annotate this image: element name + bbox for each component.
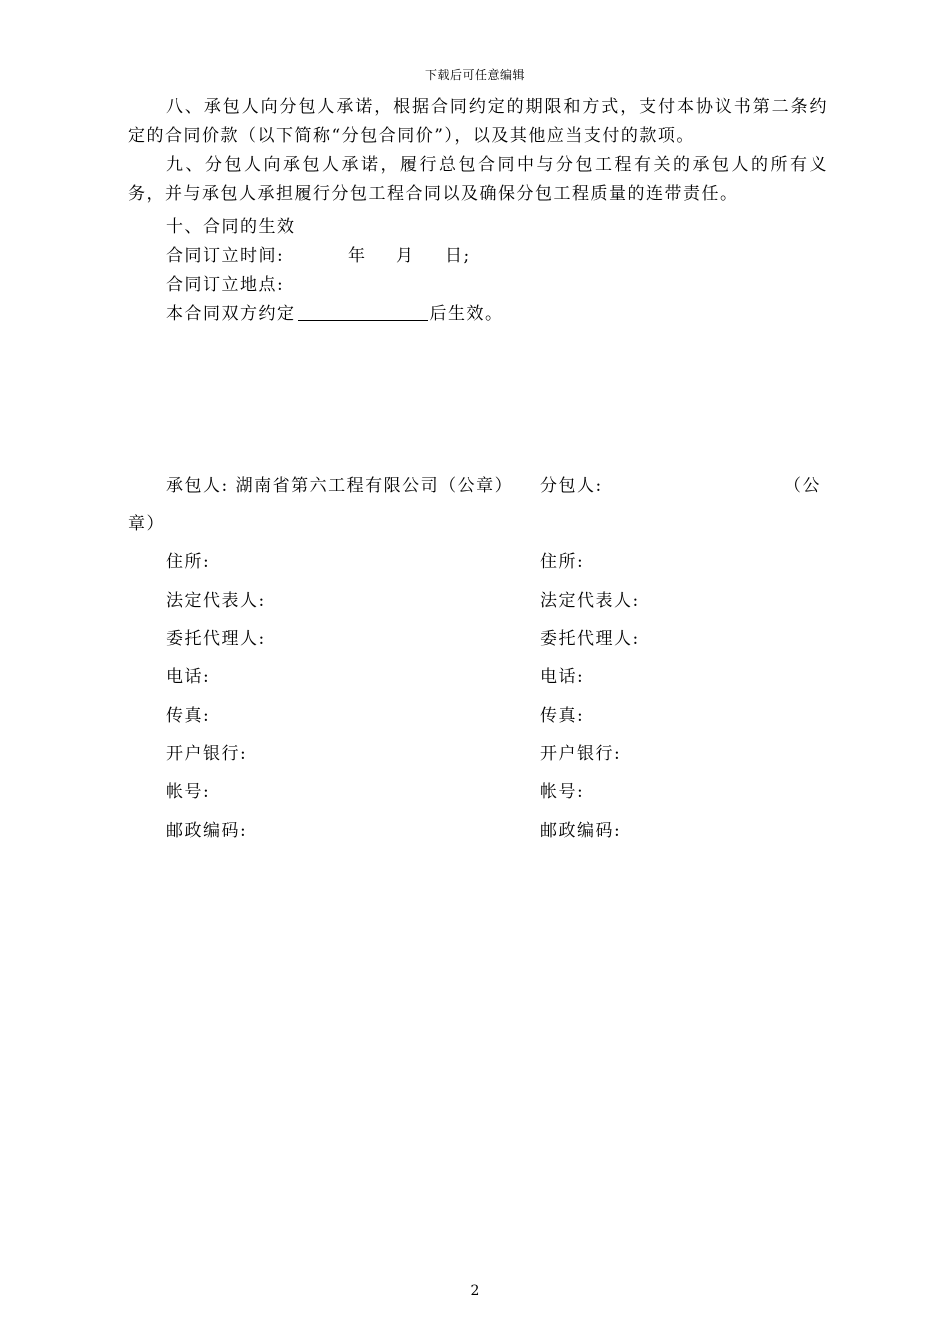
subcontractor-agent-label: 委托代理人: xyxy=(540,629,640,649)
effect-suffix: 后生效。 xyxy=(429,304,504,324)
subcontractor-phone-label: 电话: xyxy=(540,667,585,687)
day-label: 日; xyxy=(445,246,471,266)
clause-ten-title: 十、合同的生效 xyxy=(166,217,296,237)
subcontractor-label: 分包人: xyxy=(540,476,603,496)
subcontractor-postcode-label: 邮政编码: xyxy=(540,821,622,841)
contractor-phone-label: 电话: xyxy=(166,667,211,687)
effect-blank-line xyxy=(298,304,428,321)
sign-place-label: 合同订立地点: xyxy=(166,275,285,295)
clause-nine: 九、分包人向承包人承诺，履行总包合同中与分包工程有关的承包人的所有义务，并与承包人承担履行分包工程合同以及确保分包工程质量的连带责任。 xyxy=(128,155,828,204)
month-label: 月 xyxy=(396,246,415,266)
contractor-address-label: 住所: xyxy=(166,552,211,572)
contractor-postcode-label: 邮政编码: xyxy=(166,821,248,841)
year-label: 年 xyxy=(348,246,367,266)
contractor-row xyxy=(166,471,513,496)
subcontractor-fax-label: 传真: xyxy=(540,706,585,726)
subcontractor-legal-rep-label: 法定代表人: xyxy=(540,591,640,611)
contractor-agent-label: 委托代理人: xyxy=(166,629,266,649)
clause-eight: 八、承包人向分包人承诺，根据合同约定的期限和方式，支付本协议书第二条约定的合同价款（以下简称“分包合同价”），以及其他应当支付的款项。 xyxy=(128,97,828,146)
contractor-legal-rep-label: 法定代表人: xyxy=(166,591,266,611)
effect-row xyxy=(166,299,504,324)
contractor-bank-label: 开户银行: xyxy=(166,744,248,764)
contractor-name: 湖南省第六工程有限公司（公章） xyxy=(235,476,514,496)
subcontractor-account-label: 帐号: xyxy=(540,782,585,802)
page-header: 下载后可任意编辑 xyxy=(424,68,525,82)
subcontractor-address-label: 住所: xyxy=(540,552,585,572)
sign-time-label: 合同订立时间: xyxy=(166,246,285,266)
seal-part-one: （公 xyxy=(784,476,821,496)
contractor-fax-label: 传真: xyxy=(166,706,211,726)
contractor-account-label: 帐号: xyxy=(166,782,211,802)
sign-time-row xyxy=(166,241,284,266)
page-number: 2 xyxy=(470,1283,480,1299)
contractor-label: 承包人: xyxy=(166,476,229,496)
subcontractor-bank-label: 开户银行: xyxy=(540,744,622,764)
seal-part-two: 章） xyxy=(128,514,165,534)
effect-prefix: 本合同双方约定 xyxy=(166,304,296,324)
